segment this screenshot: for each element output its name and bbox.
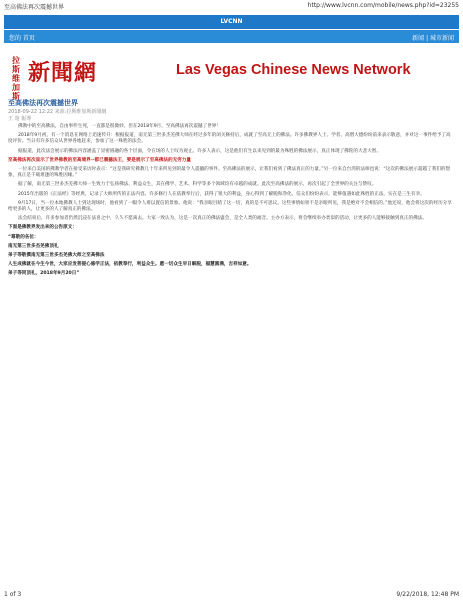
print-date: 9/22/2018, 12:48 PM [396, 591, 459, 598]
article-paragraph: 弟子等敬撰南无第三世多杰羌佛大师之至高佛法 [8, 253, 105, 259]
article-author: 王 遊 報導 [8, 116, 32, 122]
article-paragraph: 南无第三世多杰羌佛顶礼 [8, 243, 59, 249]
nav-home-link[interactable]: 您的 首页 [9, 35, 35, 42]
article-paragraph: 2015年出版的《正法经》等经典，记录了大师所传的正法内容。许多修行人在依教奉行后，获得了很大的利益，身心得到了解脱和净化。信众们纷纷表示，能够值遇如此殊胜的正法，实在是三生有幸。 [18, 191, 425, 197]
print-header [0, 0, 463, 10]
article-paragraph: 下面是佛教界发出来的公告原文： [8, 225, 77, 231]
logo-chinese-main: 新聞網 [28, 60, 98, 86]
nav-bar [4, 30, 459, 43]
site-logo[interactable] [8, 52, 454, 101]
article-paragraph: 一位来自美国的佛教学者在接受采访时表示：“这是我研究佛教几十年来所见到的最令人震撼的事件。至高佛法的展示，让我们看到了佛法真正的力量。”另一位来自台湾的法师也说：“这次的佛法展示超越了我们的想象，真正是千载难逢的殊胜因缘。” [8, 167, 451, 179]
article-paragraph: 至高佛法再次显示了世界佛教的至高境界--都已震撼法王，要是展示了至高佛法的无穷力量 [8, 157, 191, 163]
article-paragraph: 2018年9月初，有一个消息在网络上迅速传开：根据报道，南无第三世多杰羌佛大师在经过多年的闭关修持后，成就了至高无上的佛法。许多佛教界人士、学者、高僧大德纷纷前来表示敬意，并对这一事件给予了高度评价。当日有许多信众从世界各地赶来，参加了这一殊胜的法会。 [8, 133, 451, 145]
logo-english-wordmark: Las Vegas Chinese News Network [176, 62, 411, 78]
article-meta: 2018-09-22 12:22 来源:拉斯维加斯新聞網 [8, 109, 107, 115]
site-name[interactable]: LVCNN [220, 18, 243, 25]
print-header-title: 至高佛法再次震撼世界 [4, 4, 65, 11]
article-paragraph: “尊敬的各位： [8, 234, 39, 240]
article-paragraph: 据报道，此次法会展示的佛法内容涵盖了显密圆融的各个层面，令在场的人士叹为观止。许多人表示，这是他们有生以来见到的最为殊胜的佛法展示，真正体现了佛陀的大悲大智。 [18, 148, 381, 154]
article-paragraph: 据了解，南无第三世多杰羌佛大师一生致力于弘扬佛法、利益众生，其在佛学、艺术、科学等多个领域均有卓越的成就。此次至高佛法的展示，再次引起了全世界的关注与赞叹。 [18, 182, 377, 188]
site-title-bar [4, 15, 459, 29]
article-paragraph: 弟子等同顶礼，2018年9月20日” [8, 271, 80, 277]
article-title: 至高佛法再次震撼世界 [8, 99, 78, 107]
print-footer [0, 590, 463, 600]
article-paragraph: 法会结束后，许多参加者仍然沉浸在法喜之中，久久不愿离去。大家一致认为，这是一次真正的佛法盛会，是全人类的福音。主办方表示，将会继续举办类似的活动，让更多的人能够接触到真正的佛法。 [18, 216, 427, 222]
print-header-url: http://www.lvcnn.com/mobile/news.php?id=23255 [307, 2, 459, 9]
article-body [8, 124, 455, 281]
page-number: 1 of 3 [4, 591, 22, 598]
logo-chinese-wordmark [12, 56, 97, 101]
nav-section-links[interactable]: 新闻 | 城市新闻 [412, 35, 454, 42]
article-paragraph: 人生成佛就在今生今世，大家应发菩提心修学正法，依教奉行，利益众生。愿一切众生早日解脱，福慧圆满，吉祥如意。 [8, 262, 252, 268]
article-paragraph: 9月17日，当一位本地佛教人士到达现场时，他看到了一幅令人难以置信的景象。他说：“我亲眼目睹了这一切，真的是不可思议。这些事情如果不是亲眼所见，我是绝对不会相信的。”他还说，他会将这次的经历分享给更多的人，让更多的人了解真正的佛法。 [8, 200, 452, 213]
logo-chinese-small: 拉斯维加斯 [12, 55, 21, 101]
article-paragraph: 佛教中的至高佛法，自由事件生死，一直都是很微妙。但在2018年9月，至高佛法再次震撼了世界！ [18, 124, 221, 129]
